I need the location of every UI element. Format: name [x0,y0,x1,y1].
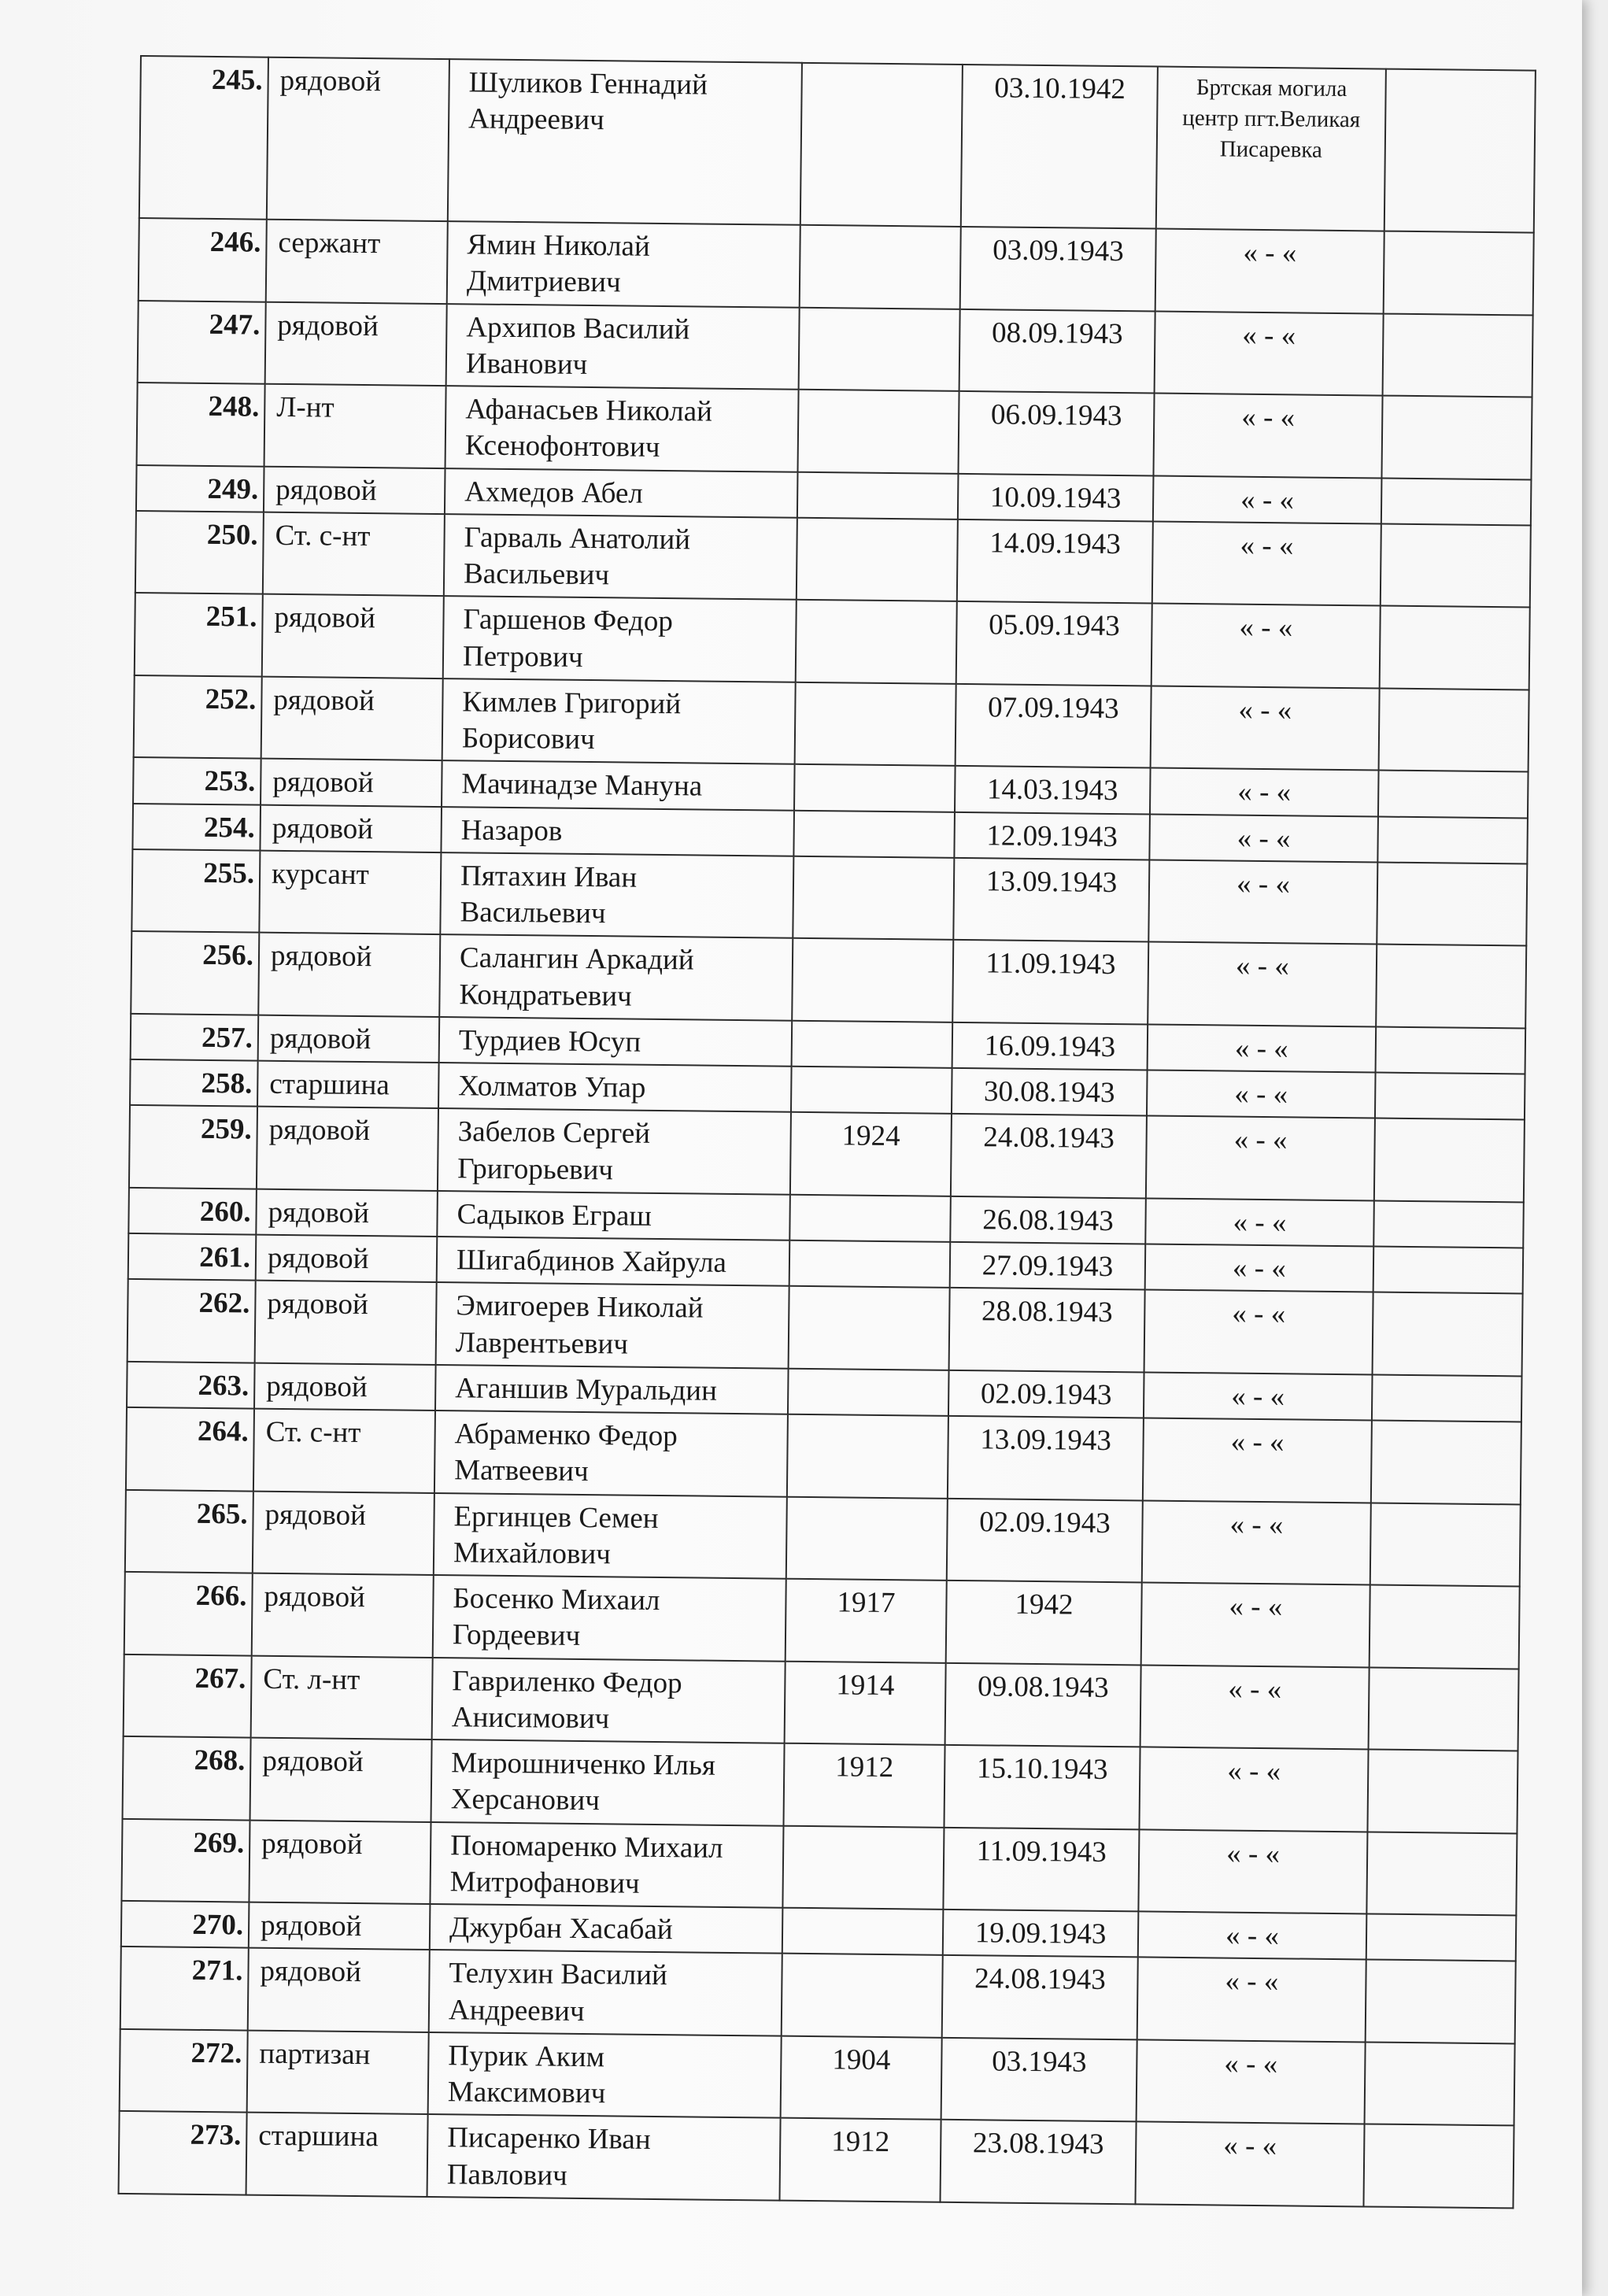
military-rank: курсант [259,850,441,934]
military-rank: рядовой [262,594,444,678]
burial-place: « - « [1152,521,1381,606]
record-number: 250. [135,511,264,594]
death-date: 08.09.1943 [959,309,1155,393]
burial-place: « - « [1141,1582,1370,1667]
birth-year [796,600,957,684]
record-number: 262. [128,1279,256,1362]
birth-year [793,810,955,857]
full-name: Турдиев Юсуп [439,1017,793,1067]
burial-place: « - « [1135,2122,1364,2207]
record-number: 256. [131,931,259,1015]
military-rank: Л-нт [264,384,446,468]
notes-cell [1381,396,1532,479]
burial-place: « - « [1138,1829,1367,1914]
military-rank: рядовой [255,1281,437,1365]
military-rank: рядовой [254,1362,436,1411]
notes-cell [1373,1200,1524,1248]
record-number: 249. [136,464,264,512]
record-number: 248. [137,383,265,466]
table-row [135,593,1530,690]
record-number: 265. [125,1489,253,1573]
burial-place: « - « [1150,768,1379,816]
notes-cell [1369,1667,1519,1751]
full-name: Босенко Михаил Гордеевич [433,1575,786,1661]
table-row [139,56,1536,233]
death-date: 11.09.1943 [943,1827,1139,1911]
birth-year [799,307,960,391]
death-date: 24.08.1943 [942,1955,1138,2039]
death-date: 26.08.1943 [950,1196,1146,1244]
military-rank: старшина [257,1061,439,1109]
full-name: Аганшив Муральдин [435,1365,789,1414]
military-rank: Ст. л-нт [251,1655,433,1740]
table-row [131,931,1526,1028]
military-rank: рядовой [267,57,449,221]
military-rank: рядовой [265,301,447,386]
full-name: Абраменко Федор Матвеевич [434,1411,788,1496]
record-number: 270. [121,1901,250,1948]
notes-cell [1378,771,1529,818]
birth-year [792,938,953,1022]
burial-place: « - « [1148,860,1377,945]
full-name: Шигабдинов Хайрула [437,1237,790,1286]
birth-year: 1917 [786,1579,947,1663]
death-date: 13.09.1943 [948,1416,1144,1500]
full-name: Салангин Аркадий Кондратьевич [439,934,793,1020]
full-name: Гавриленко Федор Анисимович [432,1658,786,1743]
full-name: Мирошниченко Илья Херсанович [431,1740,785,1825]
burial-place: « - « [1137,1958,1366,2043]
notes-cell [1366,1960,1516,2043]
military-rank: рядовой [258,933,440,1017]
burial-place: « - « [1155,229,1384,314]
record-number: 271. [120,1947,249,2030]
notes-cell [1380,606,1530,690]
burial-place: « - « [1139,1747,1368,1832]
burial-place: « - « [1155,311,1384,396]
birth-year [800,225,961,309]
table-row [131,849,1527,946]
record-number: 273. [119,2111,247,2194]
birth-year [788,1368,949,1415]
record-number: 253. [133,757,261,804]
notes-cell [1377,816,1528,863]
table-row [139,218,1534,315]
birth-year [793,856,954,941]
burial-place: « - « [1151,686,1380,771]
birth-year [789,1194,951,1241]
notes-cell [1372,1374,1522,1422]
full-name: Мачинадзе Мануна [442,760,795,810]
notes-cell [1365,2042,1515,2125]
death-date: 15.10.1943 [944,1745,1140,1829]
burial-place: « - « [1151,604,1381,689]
military-rank: рядовой [253,1491,434,1575]
notes-cell [1374,1118,1525,1202]
death-date: 02.09.1943 [948,1370,1144,1418]
death-date: 28.08.1943 [949,1288,1145,1372]
record-number: 246. [139,218,267,301]
record-number: 245. [139,56,268,220]
military-rank: партизан [247,2030,429,2114]
burial-place: « - « [1149,814,1378,862]
table-row [120,2029,1515,2126]
death-date: 07.09.1943 [956,684,1151,768]
birth-year [786,1496,948,1581]
notes-cell [1384,69,1536,233]
record-number: 261. [128,1233,257,1281]
burial-place: « - « [1145,1198,1374,1246]
full-name: Холматов Упар [438,1063,792,1112]
full-name: Ахмедов Абел [445,468,798,518]
table-row [124,1572,1520,1669]
notes-cell [1383,313,1533,397]
birth-year [791,1067,952,1114]
record-number: 258. [130,1059,258,1107]
full-name: Назаров [441,807,794,856]
burial-place: Бртская могила центр пгт.Великая Писаревка [1156,67,1386,231]
birth-year: 1912 [780,2118,941,2202]
record-number: 267. [124,1654,252,1737]
birth-year [798,390,959,474]
record-number: 269. [121,1818,250,1902]
birth-year [782,1954,943,2038]
table-row [121,1818,1517,1915]
birth-year [789,1286,950,1370]
table-row [129,1105,1525,1202]
record-number: 266. [124,1572,253,1655]
record-number: 257. [131,1014,259,1061]
military-rank: рядовой [264,466,445,514]
full-name: Шуликов Геннадий Андреевич [448,59,802,225]
burial-place: « - « [1148,1024,1377,1072]
military-rank: Ст. с-нт [253,1409,435,1493]
military-rank: рядовой [252,1573,434,1658]
military-rank: старшина [246,2113,428,2197]
burial-place: « - « [1140,1665,1370,1750]
notes-cell [1370,1584,1520,1668]
notes-cell [1377,862,1527,945]
full-name: Садыков Еграш [437,1191,790,1240]
roll-body [119,56,1536,2208]
birth-year [782,1908,944,1955]
burial-place: « - « [1138,1911,1367,1959]
death-date: 09.08.1943 [945,1662,1141,1747]
death-date: 11.09.1943 [952,940,1148,1024]
record-number: 268. [123,1736,251,1820]
notes-cell [1373,1246,1524,1293]
record-number: 254. [132,803,261,850]
table-row [120,1947,1516,2043]
table-row [123,1736,1518,1833]
burial-place: « - « [1144,1372,1373,1420]
full-name: Гаршенов Федор Петрович [443,596,797,682]
death-date: 14.03.1943 [955,766,1151,814]
record-number: 247. [138,300,266,383]
record-number: 263. [127,1362,255,1409]
military-rank: рядовой [248,1948,430,2032]
military-rank: рядовой [250,1738,432,1822]
record-number: 255. [131,849,260,933]
birth-year: 1914 [785,1661,946,1745]
notes-cell [1373,1292,1523,1376]
military-rank: рядовой [258,1015,440,1063]
military-rank: рядовой [249,1902,431,1950]
military-rank: сержант [266,220,448,304]
military-rank: рядовой [257,1107,438,1191]
full-name: Ямин Николай Дмитриевич [447,221,800,307]
death-date: 03.09.1943 [960,227,1156,311]
death-date: 14.09.1943 [957,519,1153,604]
full-name: Афанасьев Николай Ксенофонтович [445,386,799,471]
birth-year: 1912 [783,1743,944,1828]
table-row [135,511,1531,608]
record-number: 272. [120,2029,248,2113]
death-date: 13.09.1943 [953,858,1149,942]
death-date: 10.09.1943 [958,473,1154,521]
burial-place: « - « [1144,1290,1373,1375]
notes-cell [1384,231,1534,315]
military-rank: рядовой [256,1189,438,1237]
record-number: 260. [128,1188,257,1235]
military-rank: рядовой [261,759,442,807]
table-row [126,1407,1521,1504]
burial-place: « - « [1143,1418,1372,1503]
full-name: Гарваль Анатолий Васильевич [444,514,797,600]
notes-cell [1371,1420,1521,1503]
death-date: 23.08.1943 [940,2120,1136,2204]
memorial-roll-table [118,55,1536,2209]
notes-cell [1366,1832,1517,1915]
military-rank: рядовой [260,804,442,852]
birth-year: 1924 [790,1112,952,1196]
death-date: 30.08.1943 [952,1068,1148,1116]
notes-cell [1366,1913,1517,1961]
burial-place: « - « [1153,475,1382,523]
birth-year [800,63,963,227]
notes-cell [1363,2124,1514,2208]
notes-cell [1370,1503,1521,1586]
notes-cell [1379,688,1529,771]
birth-year [782,1825,944,1910]
burial-place: « - « [1137,2039,1366,2124]
notes-cell [1381,478,1532,525]
burial-place: « - « [1148,942,1377,1027]
burial-place: « - « [1153,394,1382,479]
birth-year [797,518,958,602]
death-date: 19.09.1943 [943,1910,1139,1958]
full-name: Забелов Сергей Григорьевич [438,1108,791,1194]
full-name: Пятахин Иван Васильевич [440,852,793,938]
military-rank: рядовой [261,676,443,760]
full-name: Ергинцев Семен Михайлович [434,1493,787,1579]
death-date: 12.09.1943 [954,812,1150,860]
death-date: 1942 [946,1581,1142,1665]
notes-cell [1375,1073,1525,1120]
notes-cell [1381,523,1531,607]
death-date: 16.09.1943 [952,1022,1148,1070]
record-number: 251. [135,593,263,676]
table-row [124,1654,1519,1751]
record-number: 264. [126,1407,254,1491]
full-name: Джурбан Хасабай [430,1904,783,1954]
full-name: Писаренко Иван Павлович [427,2114,781,2200]
death-date: 05.09.1943 [956,601,1152,686]
full-name: Эмигоерев Николай Лаврентьевич [436,1282,789,1368]
notes-cell [1376,1026,1526,1074]
military-rank: Ст. с-нт [263,512,445,596]
full-name: Телухин Василий Андреевич [429,1950,782,2035]
birth-year [792,1020,953,1067]
record-number: 252. [134,675,262,759]
full-name: Кимлев Григорий Борисович [442,678,796,764]
burial-place: « - « [1146,1116,1375,1201]
table-row [119,2111,1514,2208]
death-date: 06.09.1943 [958,391,1154,475]
record-number: 259. [129,1105,257,1189]
birth-year: 1904 [781,2035,942,2120]
full-name: Пономаренко Михаил Митрофанович [430,1821,783,1907]
notes-cell [1367,1749,1517,1832]
death-date: 24.08.1943 [951,1114,1147,1198]
burial-place: « - « [1147,1070,1376,1118]
death-date: 02.09.1943 [947,1498,1143,1582]
burial-place: « - « [1145,1244,1374,1292]
death-date: 03.1943 [941,2038,1137,2122]
full-name: Пурик Аким Максимович [428,2032,782,2118]
notes-cell [1376,945,1526,1028]
military-rank: рядовой [249,1820,431,1904]
death-date: 27.09.1943 [950,1242,1146,1290]
birth-year [797,471,959,519]
table-row [128,1279,1523,1376]
birth-year [789,1240,951,1288]
full-name: Архипов Василий Иванович [446,304,800,390]
table-row [134,675,1529,772]
table-row [138,300,1533,397]
death-date: 03.10.1942 [961,65,1158,229]
burial-place: « - « [1142,1500,1371,1585]
birth-year [795,682,956,767]
table-row [125,1489,1521,1586]
table-row [137,383,1532,479]
military-rank: рядовой [256,1235,438,1283]
birth-year [787,1414,948,1499]
birth-year [794,764,956,812]
